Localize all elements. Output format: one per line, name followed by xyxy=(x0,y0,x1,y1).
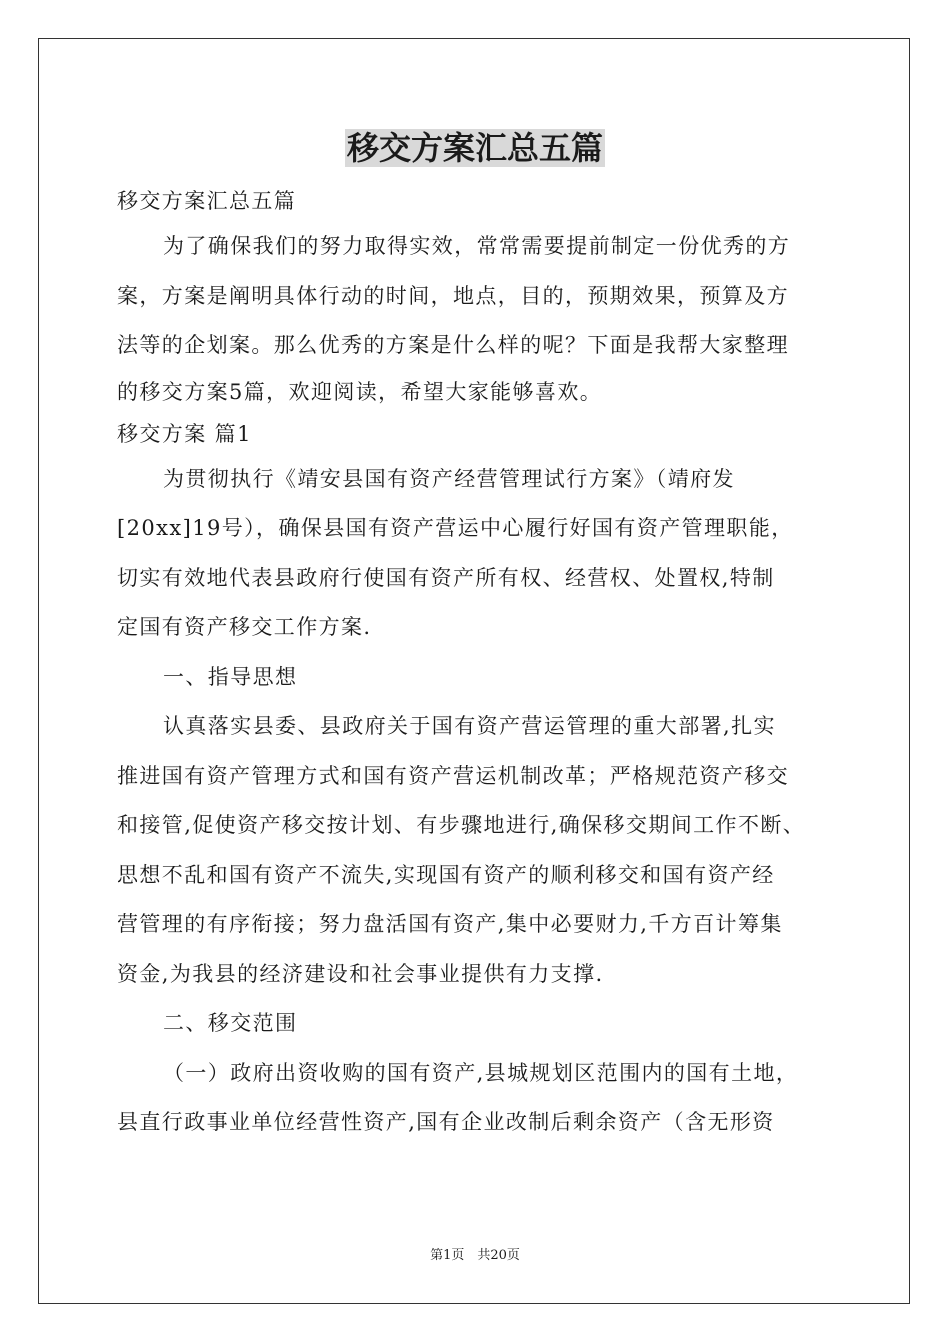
para1-line-4: 定国有资产移交工作方案. xyxy=(117,615,372,639)
para2-line-5: 营管理的有序衔接；努力盘活国有资产,集中必要财力,千方百计筹集 xyxy=(117,912,783,936)
intro-line-3: 法等的企划案。那么优秀的方案是什么样的呢？下面是我帮大家整理 xyxy=(117,333,789,357)
document-title-text: 移交方案汇总五篇 xyxy=(346,129,603,167)
intro-line-2: 案，方案是阐明具体行动的时间，地点，目的，预期效果，预算及方 xyxy=(117,283,789,308)
document-title xyxy=(0,126,950,170)
para1-line-2: [20xx]19号），确保县国有资产营运中心履行好国有资产管理职能， xyxy=(117,516,794,540)
para3-line-2: 县直行政事业单位经营性资产,国有企业改制后剩余资产（含无形资 xyxy=(117,1110,775,1134)
heading-transfer-scope: 二、移交范围 xyxy=(163,1011,298,1035)
para2-line-4: 思想不乱和国有资产不流失,实现国有资产的顺利移交和国有资产经 xyxy=(117,862,775,887)
para1-line-3: 切实有效地代表县政府行使国有资产所有权、经营权、处置权,特制 xyxy=(117,565,775,590)
para2-line-2: 推进国有资产管理方式和国有资产营运机制改革；严格规范资产移交 xyxy=(117,763,789,788)
subtitle-line: 移交方案汇总五篇 xyxy=(117,189,297,213)
para2-line-3: 和接管,促使资产移交按计划、有步骤地进行,确保移交期间工作不断、 xyxy=(117,813,806,837)
section-heading: 移交方案 篇1 xyxy=(117,421,252,446)
intro-line-4: 的移交方案5篇，欢迎阅读，希望大家能够喜欢。 xyxy=(117,379,603,404)
para2-line-1: 认真落实县委、县政府关于国有资产营运管理的重大部署,扎实 xyxy=(163,714,776,738)
heading-guiding-thought: 一、指导思想 xyxy=(163,664,298,689)
intro-line-1: 为了确保我们的努力取得实效，常常需要提前制定一份优秀的方 xyxy=(163,234,791,258)
para1-line-1: 为贯彻执行《靖安县国有资产经营管理试行方案》（靖府发 xyxy=(163,466,735,491)
document-body xyxy=(117,180,837,1148)
para3-line-1: （一）政府出资收购的国有资产,县城规划区范围内的国有土地， xyxy=(163,1060,799,1085)
page-number: 第1页 共20页 xyxy=(430,1248,520,1263)
para2-line-6: 资金,为我县的经济建设和社会事业提供有力支撑. xyxy=(117,961,604,986)
